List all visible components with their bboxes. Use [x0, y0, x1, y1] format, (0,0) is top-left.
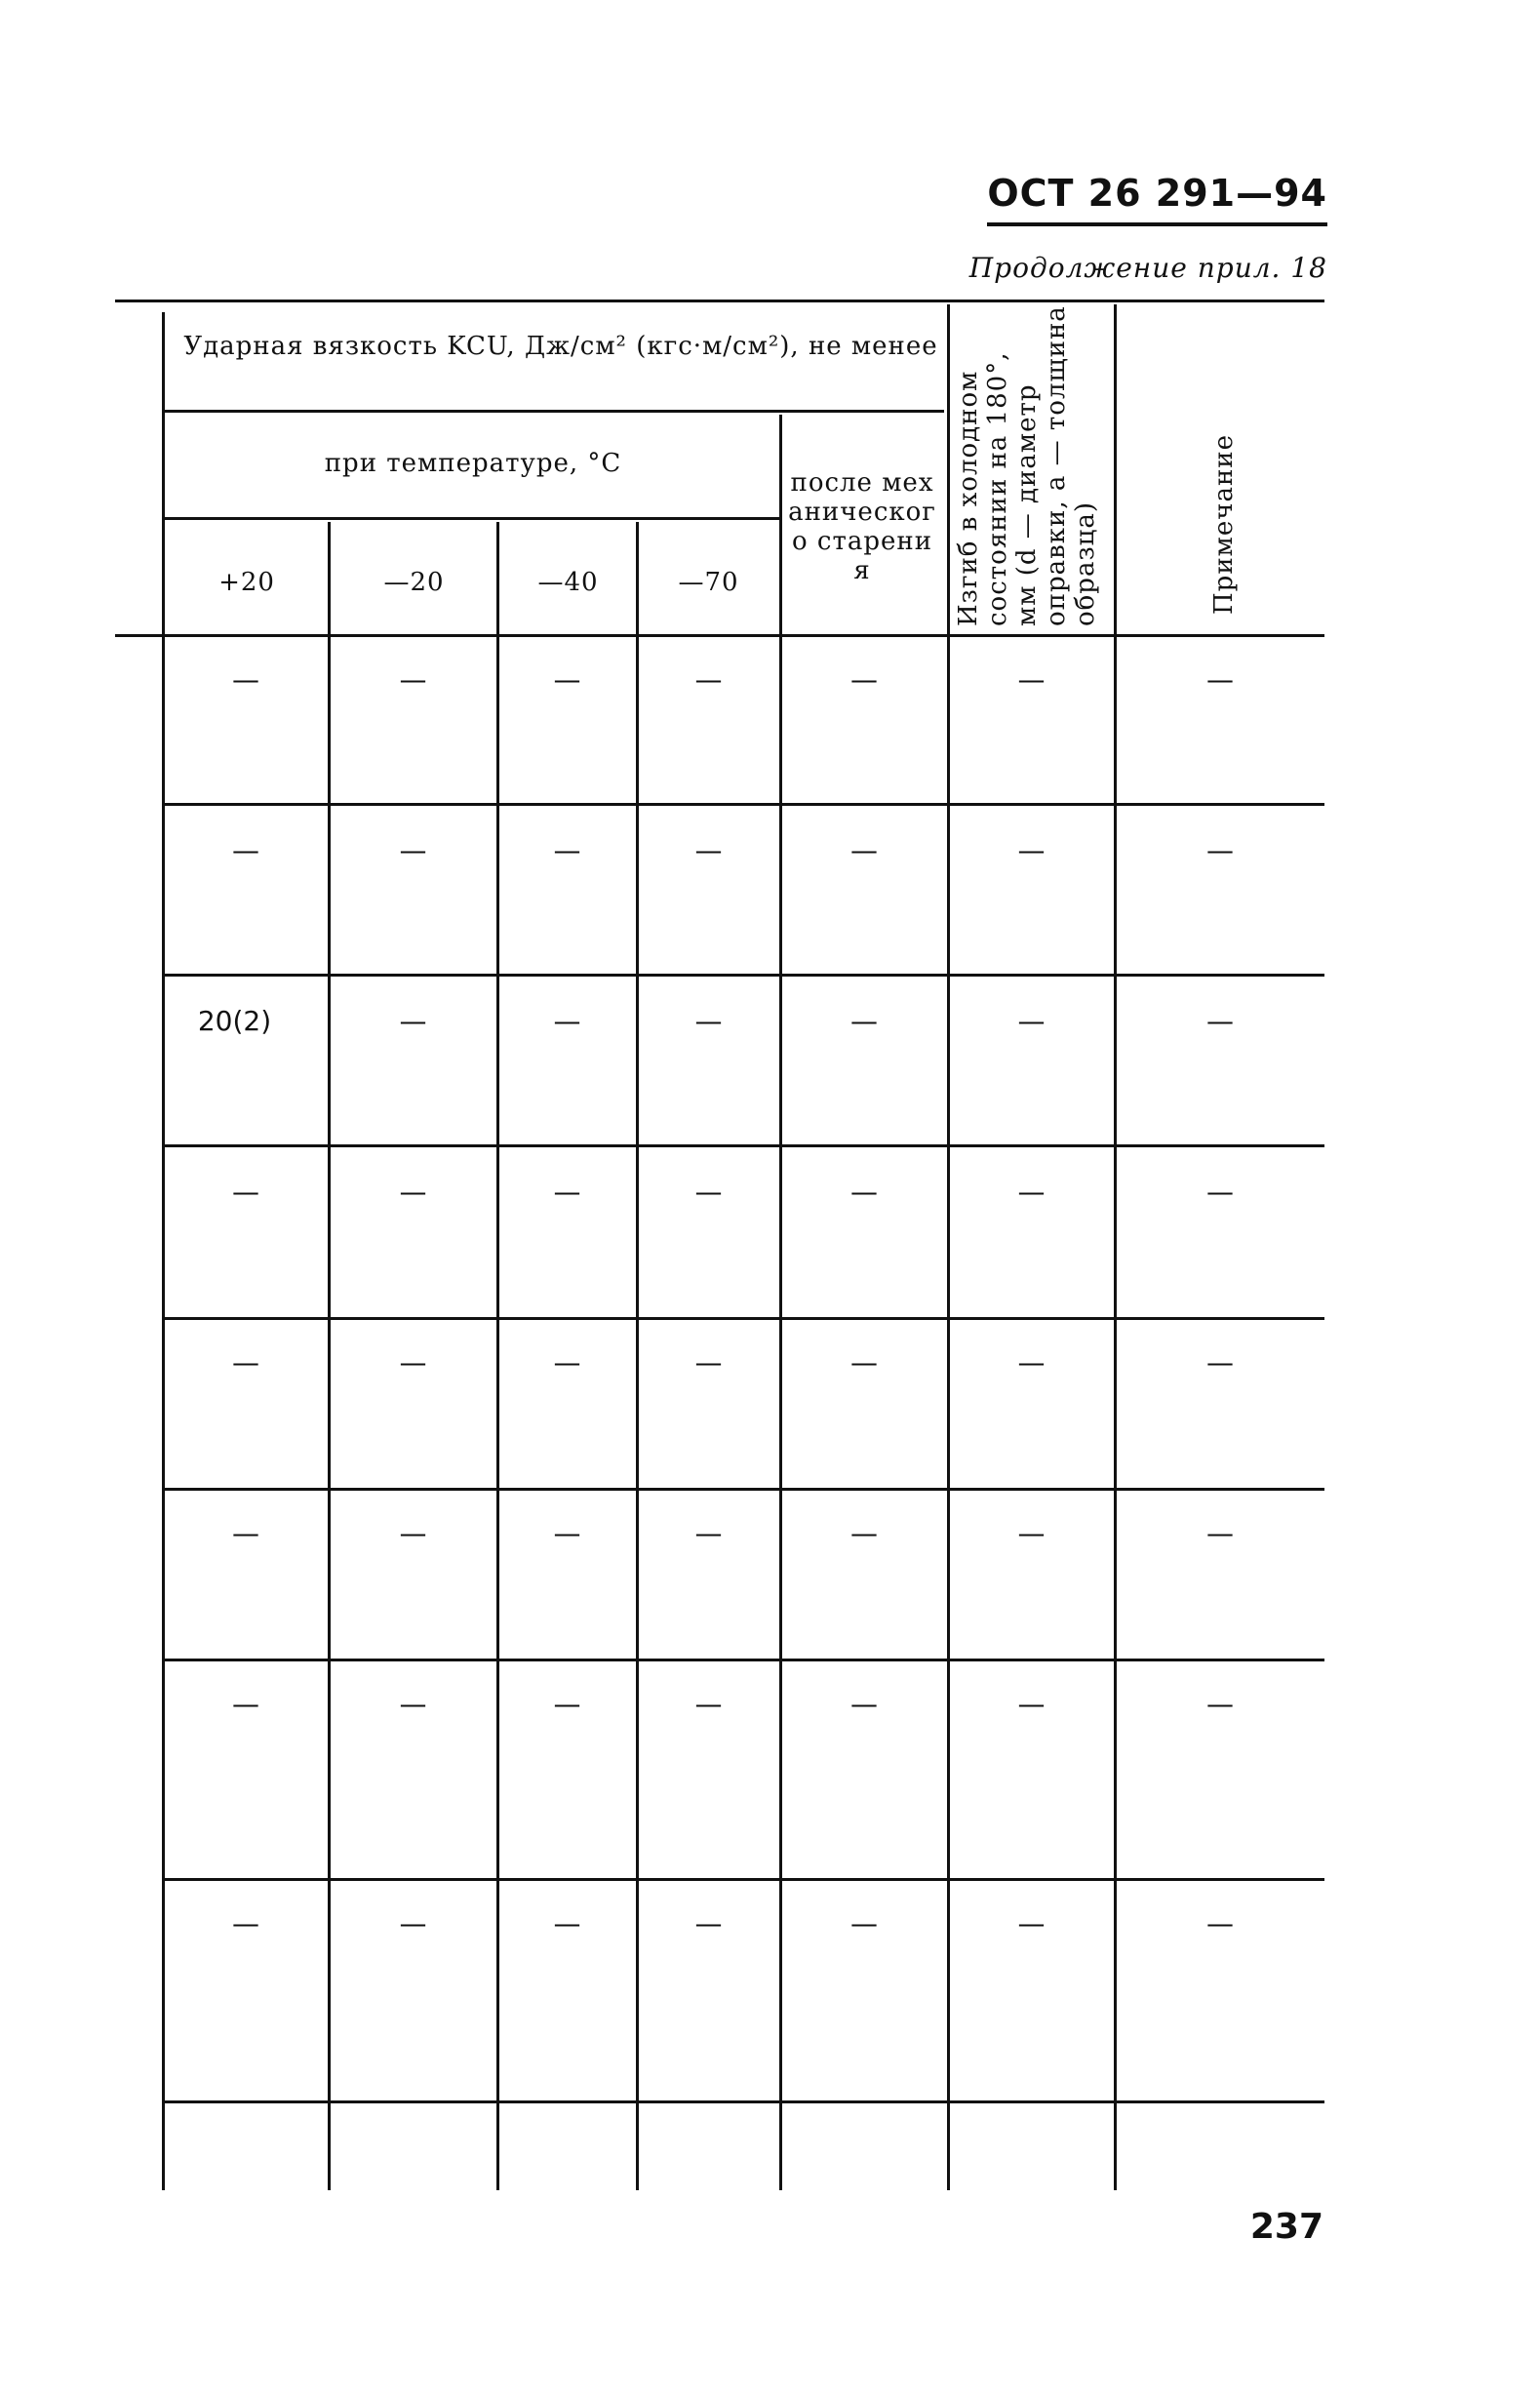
- row-rule-1: [164, 803, 1324, 806]
- table-cell: —: [399, 1005, 427, 1037]
- table-cell: —: [232, 834, 259, 866]
- table-cell: —: [850, 1176, 878, 1208]
- table-cell: —: [232, 1907, 259, 1939]
- table-cell: —: [850, 1005, 878, 1037]
- table-cell: —: [399, 834, 427, 866]
- row-rule-3: [164, 1144, 1324, 1147]
- temp-header: при температуре, °C: [324, 449, 622, 478]
- table-cell: —: [1017, 1517, 1046, 1549]
- group-title-rule: [164, 410, 944, 413]
- row-rule-7: [164, 1878, 1324, 1881]
- table-cell: —: [850, 1346, 878, 1379]
- table-cell: —: [553, 1517, 581, 1549]
- table-cell: —: [553, 1346, 581, 1379]
- row-rule-8: [164, 2100, 1324, 2103]
- row-rule-2: [164, 974, 1324, 977]
- table-cell: —: [399, 1346, 427, 1379]
- table-cell: —: [553, 834, 581, 866]
- table-cell: —: [850, 1688, 878, 1720]
- table-cell: —: [850, 1517, 878, 1549]
- temp-col-3: —40: [537, 568, 599, 597]
- table-cell: —: [553, 1176, 581, 1208]
- table-cell: —: [1017, 1688, 1046, 1720]
- row-rule-6: [164, 1659, 1324, 1661]
- row-rule-4: [164, 1317, 1324, 1320]
- table-cell: —: [399, 1517, 427, 1549]
- table-cell: —: [1206, 834, 1234, 866]
- table-cell: —: [694, 1005, 723, 1037]
- table-cell: —: [694, 1688, 723, 1720]
- continuation-note: Продолжение прил. 18: [968, 252, 1327, 284]
- bend-header: Изгиб в холодном состоянии на 180°, мм (d — диаметр оправки, a — толщина образца): [954, 305, 1100, 626]
- table-cell: —: [1206, 1346, 1234, 1379]
- table-cell: —: [399, 1688, 427, 1720]
- table-cell: —: [1206, 1907, 1234, 1939]
- table-cell: —: [553, 1688, 581, 1720]
- table-cell: —: [553, 1907, 581, 1939]
- row-rule-5: [164, 1488, 1324, 1491]
- temp-col-4: —70: [678, 568, 739, 597]
- temp-col-1: +20: [218, 568, 275, 597]
- table-cell: —: [1017, 663, 1046, 696]
- table-cell: —: [694, 663, 723, 696]
- group-title: Ударная вязкость KCU, Дж/см² (кгс·м/см²), не менее: [183, 332, 938, 361]
- table-cell: —: [1017, 1346, 1046, 1379]
- table-cell: —: [1206, 1005, 1234, 1037]
- temp-header-rule: [164, 517, 780, 520]
- table-cell: —: [553, 1005, 581, 1037]
- table-cell: —: [399, 1907, 427, 1939]
- table-cell: —: [1017, 1005, 1046, 1037]
- table-cell: —: [694, 1176, 723, 1208]
- table-cell: —: [694, 1346, 723, 1379]
- table-top-rule: [115, 300, 1324, 302]
- standard-code: ОСТ 26 291—94: [987, 172, 1327, 226]
- table-cell: —: [694, 1907, 723, 1939]
- note-header: Примечание: [1209, 434, 1239, 615]
- table-cell: —: [850, 1907, 878, 1939]
- table-cell: —: [232, 1517, 259, 1549]
- table-cell: —: [1017, 1907, 1046, 1939]
- header-bottom-rule: [115, 634, 1324, 637]
- table-cell: —: [1206, 1176, 1234, 1208]
- table-cell: —: [232, 663, 259, 696]
- table-cell: —: [850, 834, 878, 866]
- table-cell: —: [232, 1688, 259, 1720]
- table-cell: —: [1206, 1517, 1234, 1549]
- table-cell: —: [1017, 1176, 1046, 1208]
- temp-col-2: —20: [383, 568, 445, 597]
- table-cell: —: [399, 1176, 427, 1208]
- table-cell: —: [1017, 834, 1046, 866]
- table-cell: 20(2): [197, 1005, 272, 1037]
- table-cell: —: [399, 663, 427, 696]
- table-cell: —: [694, 834, 723, 866]
- table-cell: —: [232, 1176, 259, 1208]
- table-cell: —: [1206, 1688, 1234, 1720]
- table-cell: —: [232, 1346, 259, 1379]
- table-cell: —: [1206, 663, 1234, 696]
- table-cell: —: [553, 663, 581, 696]
- aging-header: после механического старения: [788, 468, 936, 585]
- page-number: 237: [1249, 2207, 1323, 2247]
- table-cell: —: [850, 663, 878, 696]
- table-cell: —: [694, 1517, 723, 1549]
